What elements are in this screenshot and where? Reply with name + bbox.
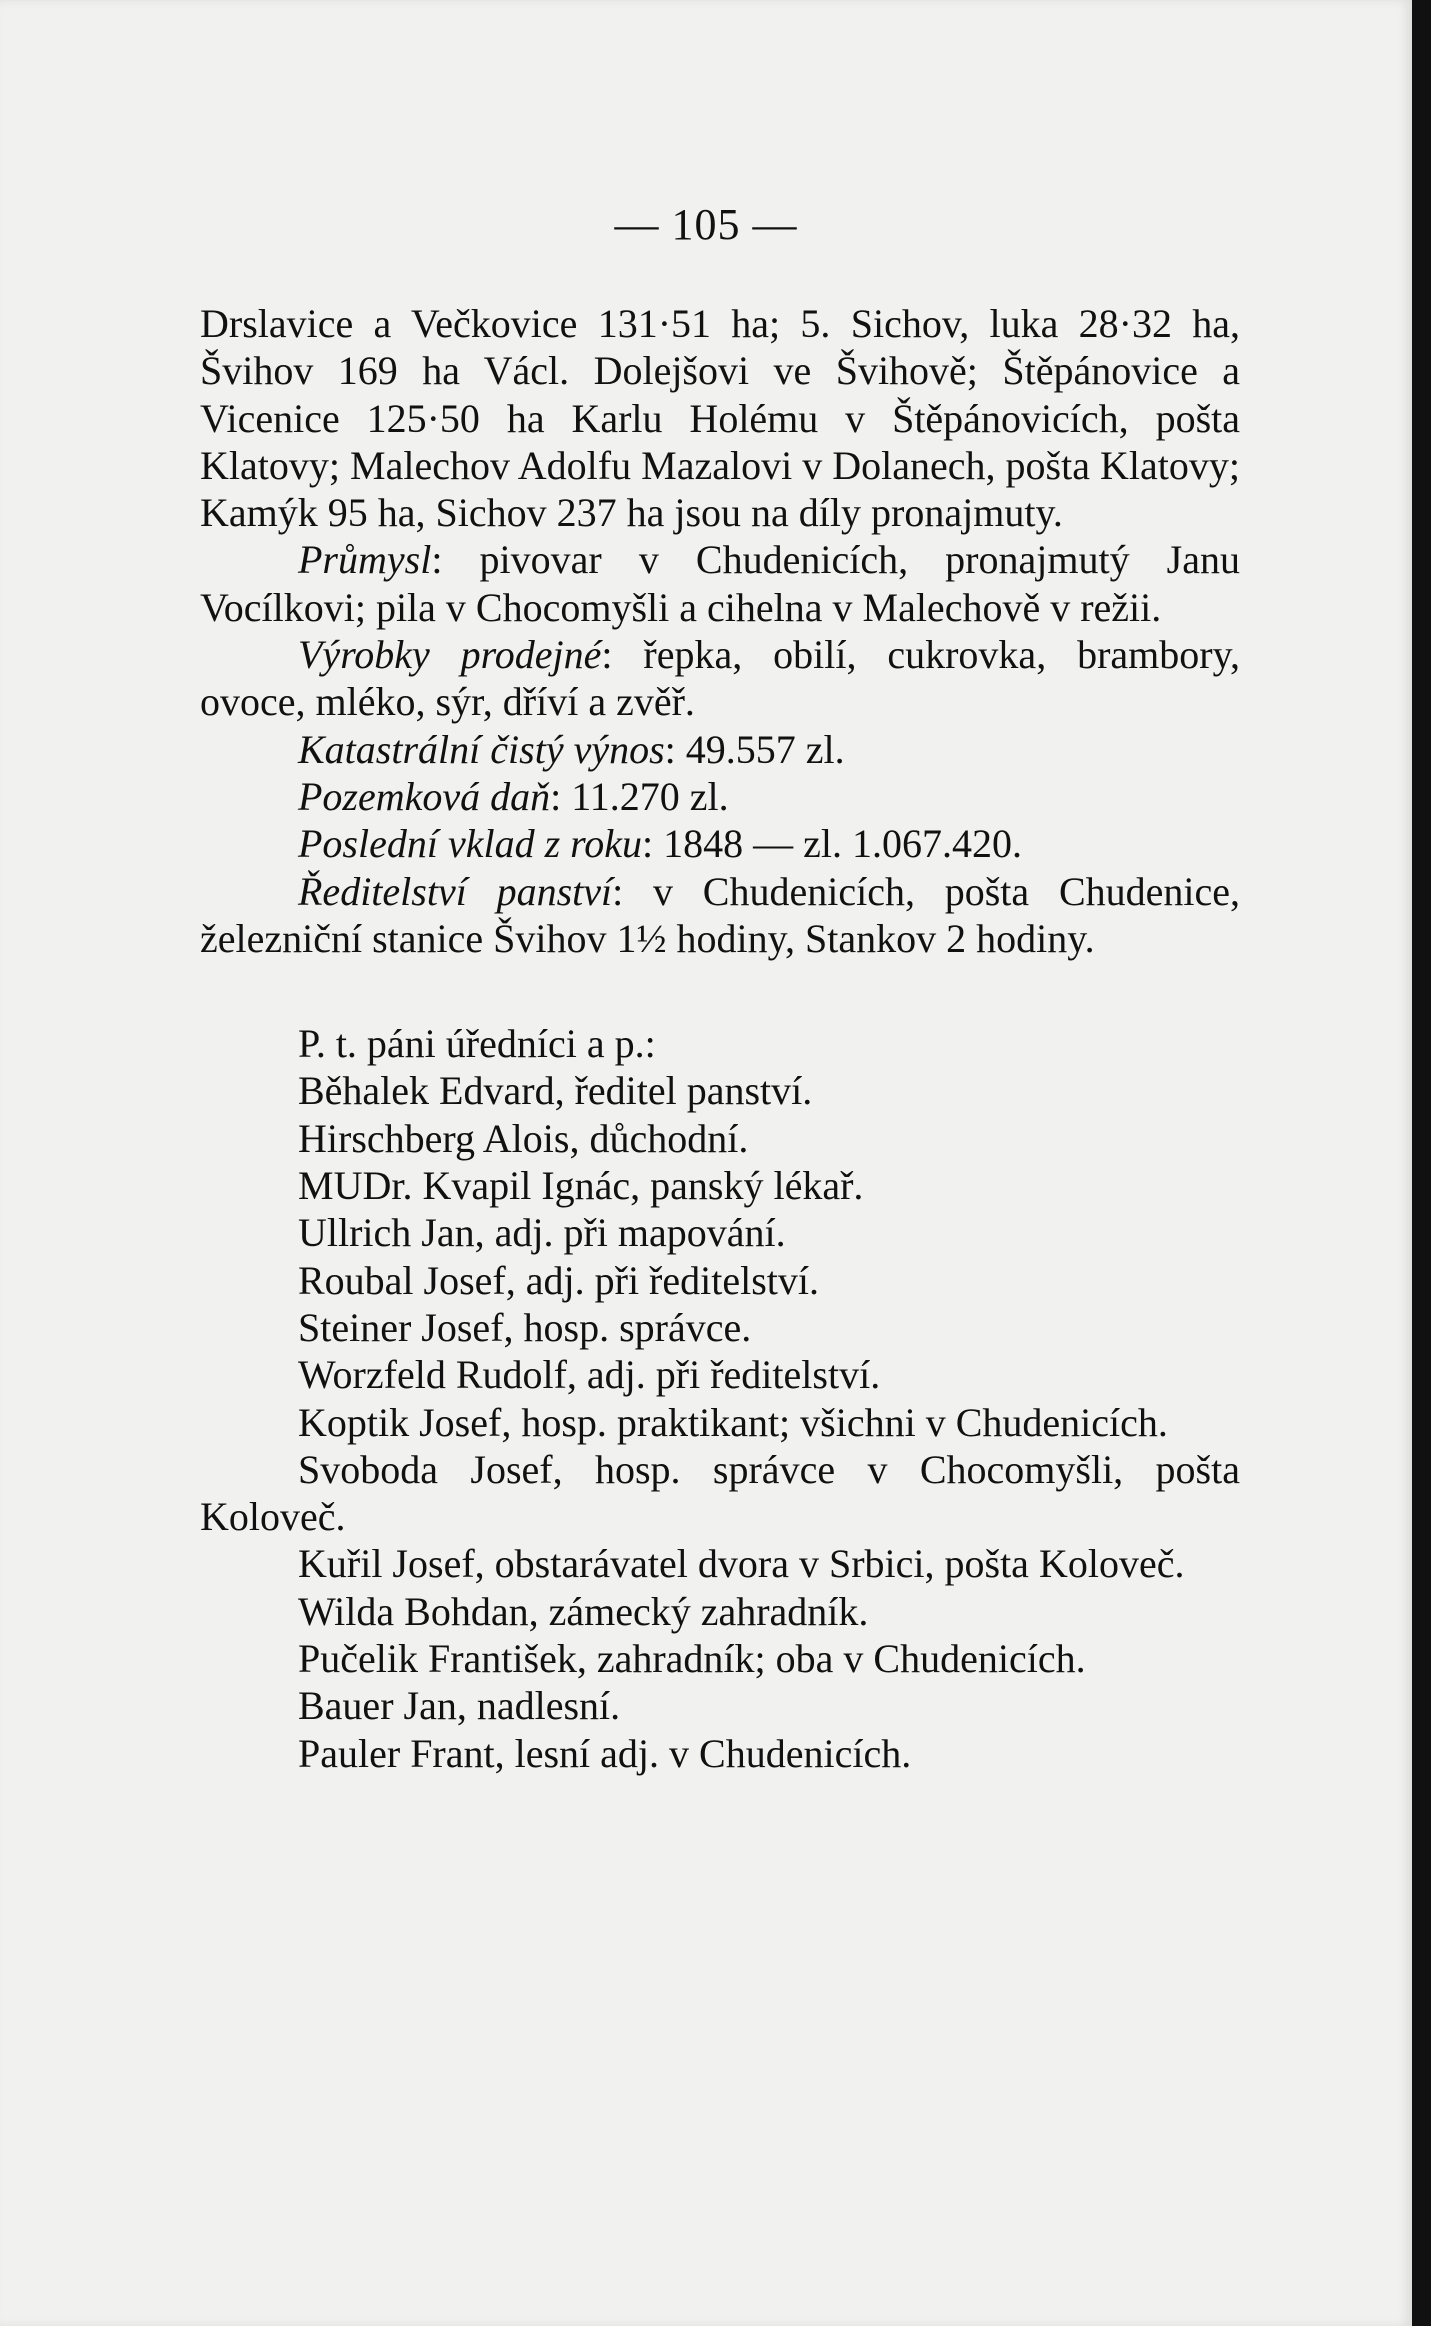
page-number: — 105 —	[614, 200, 798, 249]
land-tax-value: : 11.270 zl.	[550, 773, 729, 819]
book-edge	[1412, 0, 1431, 2326]
staff-list	[200, 1067, 1240, 1776]
staff-entry: Wilda Bohdan, zámecký zahradník.	[298, 1588, 869, 1634]
staff-entry: Bauer Jan, nadlesní.	[298, 1683, 621, 1729]
industry-label: Průmysl	[298, 537, 432, 583]
industry-text: : pivovar v Chudenicích, pronajmutý Janu Vocílkovi; pila v Chocomyšli a cihelna v Malechově v režii.	[200, 537, 1240, 630]
last-deposit-line	[200, 820, 1240, 867]
land-tax-line	[200, 773, 1240, 820]
staff-entry: Koptik Josef, hosp. praktikant; všichni v Chudenicích.	[298, 1399, 1168, 1445]
last-deposit-label: Poslední vklad z roku	[298, 821, 643, 867]
estate-directorate-label: Ředitelství panství	[298, 868, 613, 914]
products-label: Výrobky prodejné	[298, 632, 602, 678]
last-deposit-value: : 1848 — zl. 1.067.420.	[642, 821, 1022, 867]
estate-directorate-text: : v Chudenicích, pošta Chudenice, železniční stanice Švihov 1½ hodiny, Stankov 2 hodiny.	[200, 868, 1241, 961]
staff-entry: Kuřil Josef, obstarávatel dvora v Srbici, pošta Koloveč.	[298, 1541, 1185, 1587]
staff-entry: MUDr. Kvapil Ignác, panský lékař.	[298, 1163, 864, 1209]
officials-heading: P. t. páni úředníci a p.:	[298, 1021, 656, 1067]
staff-entry: Pučelik František, zahradník; oba v Chudenicích.	[298, 1636, 1086, 1682]
page-body	[200, 300, 1240, 1777]
staff-entry: Ullrich Jan, adj. při mapování.	[298, 1210, 786, 1256]
products-text: : řepka, obilí, cukrovka, brambory, ovoce, mléko, sýr, dříví a zvěř.	[200, 632, 1240, 725]
staff-entry: Hirschberg Alois, důchodní.	[298, 1115, 749, 1161]
staff-entry: Steiner Josef, hosp. správce.	[298, 1304, 752, 1350]
cadastral-yield-label: Katastrální čistý výnos	[298, 726, 665, 772]
cadastral-yield-value: : 49.557 zl.	[664, 726, 845, 772]
staff-entry: Worzfeld Rudolf, adj. při ředitelství.	[298, 1352, 881, 1398]
industry-paragraph	[200, 536, 1240, 631]
staff-entry: Pauler Frant, lesní adj. v Chudenicích.	[298, 1730, 912, 1776]
staff-entry: Svoboda Josef, hosp. správce v Chocomyšli, pošta Koloveč.	[200, 1446, 1240, 1540]
estate-lease-paragraph: Drslavice a Večkovice 131·51 ha; 5. Sichov, luka 28·32 ha, Švihov 169 ha Václ. Dolejšovi ve Švihově; Štěpánovice a Vicenice 125·50 ha Karlu Holému v Štěpánovicích, pošta Klatovy; Malechov Adolfu Mazalovi v Dolanech, pošta Klatovy; Kamýk 95 ha, Sichov 237 ha jsou na díly pronajmuty.	[200, 301, 1240, 536]
staff-entry: Běhalek Edvard, ředitel panství.	[298, 1068, 813, 1114]
staff-entry: Roubal Josef, adj. při ředitelství.	[298, 1257, 820, 1303]
estate-directorate-paragraph	[200, 868, 1240, 963]
land-tax-label: Pozemková daň	[298, 773, 551, 819]
cadastral-yield-line	[200, 726, 1240, 773]
products-paragraph	[200, 631, 1240, 726]
